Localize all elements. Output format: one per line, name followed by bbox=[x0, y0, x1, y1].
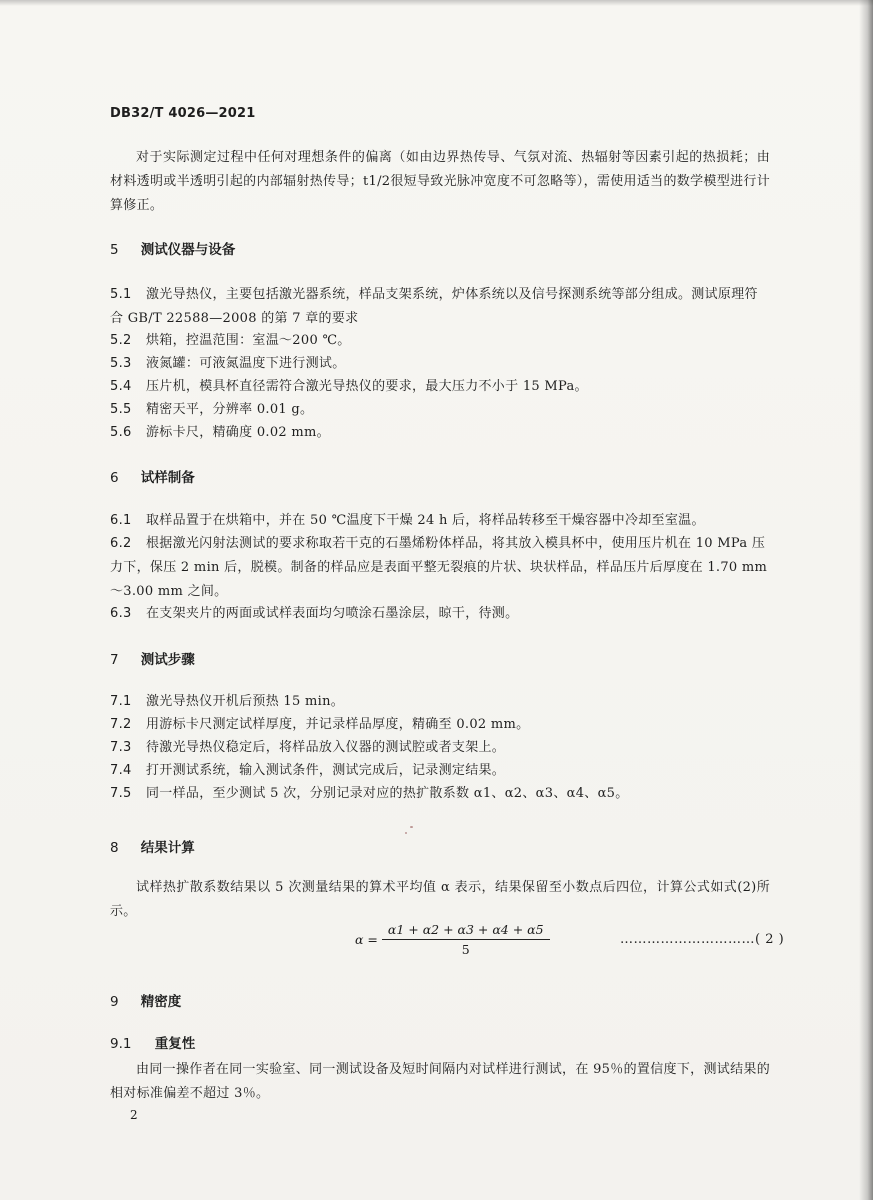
clause-text: 打开测试系统，输入测试条件，测试完成后，记录测定结果。 bbox=[146, 763, 506, 778]
clause-5-3 bbox=[110, 352, 770, 376]
clause-5-6 bbox=[110, 421, 770, 445]
clause-7-3 bbox=[110, 736, 770, 760]
clause-6-2 bbox=[110, 532, 770, 604]
clause-number: 7.3 bbox=[110, 740, 132, 755]
section-title: 测试仪器与设备 bbox=[140, 242, 236, 258]
clause-number: 5.2 bbox=[110, 333, 132, 348]
scan-speck bbox=[405, 832, 407, 834]
clause-6-3 bbox=[110, 602, 770, 626]
clause-7-2 bbox=[110, 713, 770, 737]
formula-denominator: 5 bbox=[461, 942, 470, 957]
clause-number: 7.4 bbox=[110, 763, 132, 778]
clause-7-5 bbox=[110, 782, 770, 806]
clause-text: 压片机，模具杯直径需符合激光导热仪的要求，最大压力不小于 15 MPa。 bbox=[146, 379, 588, 394]
clause-number: 6.2 bbox=[110, 536, 132, 551]
clause-7-1 bbox=[110, 690, 770, 714]
scan-speck bbox=[410, 826, 413, 828]
equation-number: …………………………( 2 ) bbox=[620, 932, 785, 947]
subsection-9-1-paragraph: 由同一操作者在同一实验室、同一测试设备及短时间隔内对试样进行测试，在 95％的置信度下，测试结果的相对标准偏差不超过 3％。 bbox=[110, 1062, 770, 1101]
section-title: 测试步骤 bbox=[140, 652, 195, 668]
section-number: 5 bbox=[110, 242, 119, 258]
page-number: 2 bbox=[130, 1108, 138, 1122]
clause-text: 取样品置于在烘箱中，并在 50 ℃温度下干燥 24 h 后，将样品转移至干燥容器中冷却至室温。 bbox=[146, 513, 705, 528]
section-title: 结果计算 bbox=[140, 840, 195, 856]
formula-fraction bbox=[382, 922, 550, 957]
clause-number: 7.2 bbox=[110, 717, 132, 732]
clause-text: 用游标卡尺测定试样厚度，并记录样品厚度，精确至 0.02 mm。 bbox=[146, 717, 530, 732]
clause-text: 根据激光闪射法测试的要求称取若干克的石墨烯粉体样品，将其放入模具杯中，使用压片机在 10 MPa 压力下，保压 2 min 后，脱模。制备的样品应是表面平整无裂痕的片状、块状样品，样品压片后厚度在 1.70 mm～3.00 mm 之间。 bbox=[110, 536, 768, 599]
section-number: 7 bbox=[110, 652, 119, 668]
formula-numerator: α1 + α2 + α3 + α4 + α5 bbox=[382, 922, 550, 940]
formula-lhs: α = bbox=[355, 932, 378, 947]
clause-number: 5.1 bbox=[110, 287, 132, 302]
clause-5-2 bbox=[110, 329, 770, 353]
clause-text: 游标卡尺，精确度 0.02 mm。 bbox=[146, 425, 330, 440]
clause-number: 5.3 bbox=[110, 356, 132, 371]
clause-number: 5.6 bbox=[110, 425, 132, 440]
clause-7-4 bbox=[110, 759, 770, 783]
section-6-heading bbox=[110, 466, 195, 486]
subsection-title: 重复性 bbox=[154, 1036, 196, 1052]
clause-number: 6.1 bbox=[110, 513, 132, 528]
clause-text: 液氮罐：可液氮温度下进行测试。 bbox=[146, 356, 346, 371]
clause-number: 5.4 bbox=[110, 379, 132, 394]
scan-shadow-top bbox=[0, 0, 873, 6]
section-title: 试样制备 bbox=[140, 470, 195, 486]
section-8-paragraph: 试样热扩散系数结果以 5 次测量结果的算术平均值 α 表示，结果保留至小数点后四位，计算公式如式(2)所示。 bbox=[110, 880, 770, 919]
clause-text: 待激光导热仪稳定后，将样品放入仪器的测试腔或者支架上。 bbox=[146, 740, 506, 755]
formula-2 bbox=[355, 922, 550, 957]
clause-number: 7.1 bbox=[110, 694, 132, 709]
section-number: 9 bbox=[110, 994, 119, 1010]
clause-text: 精密天平，分辨率 0.01 g。 bbox=[146, 402, 314, 417]
clause-text: 激光导热仪开机后预热 15 min。 bbox=[146, 694, 345, 709]
clause-5-4 bbox=[110, 375, 770, 399]
section-9-heading bbox=[110, 990, 181, 1010]
clause-text: 烘箱，控温范围：室温～200 ℃。 bbox=[146, 333, 351, 348]
subsection-number: 9.1 bbox=[110, 1036, 132, 1052]
clause-number: 5.5 bbox=[110, 402, 132, 417]
document-code: DB32/T 4026—2021 bbox=[110, 106, 256, 121]
subsection-9-1-heading bbox=[110, 1032, 195, 1052]
clause-text: 同一样品，至少测试 5 次，分别记录对应的热扩散系数 α1、α2、α3、α4、α5。 bbox=[146, 786, 629, 801]
section-number: 8 bbox=[110, 840, 119, 856]
scan-shadow-right bbox=[859, 0, 873, 1200]
clause-5-1 bbox=[110, 283, 770, 331]
section-7-heading bbox=[110, 648, 195, 668]
clause-number: 7.5 bbox=[110, 786, 132, 801]
clause-text: 在支架夹片的两面或试样表面均匀喷涂石墨涂层，晾干，待测。 bbox=[146, 606, 519, 621]
section-number: 6 bbox=[110, 470, 119, 486]
clause-text: 激光导热仪，主要包括激光器系统，样品支架系统，炉体系统以及信号探测系统等部分组成。测试原理符合 GB/T 22588—2008 的第 7 章的要求 bbox=[110, 287, 758, 326]
section-5-heading bbox=[110, 238, 235, 258]
section-8-heading bbox=[110, 836, 195, 856]
intro-paragraph: 对于实际测定过程中任何对理想条件的偏离（如由边界热传导、气氛对流、热辐射等因素引起的热损耗；由材料透明或半透明引起的内部辐射热传导；t1/2很短导致光脉冲宽度不可忽略等），需使用适当的数学模型进行计算修正。 bbox=[110, 150, 770, 213]
clause-number: 6.3 bbox=[110, 606, 132, 621]
clause-6-1 bbox=[110, 509, 770, 533]
section-title: 精密度 bbox=[140, 994, 182, 1010]
clause-5-5 bbox=[110, 398, 770, 422]
